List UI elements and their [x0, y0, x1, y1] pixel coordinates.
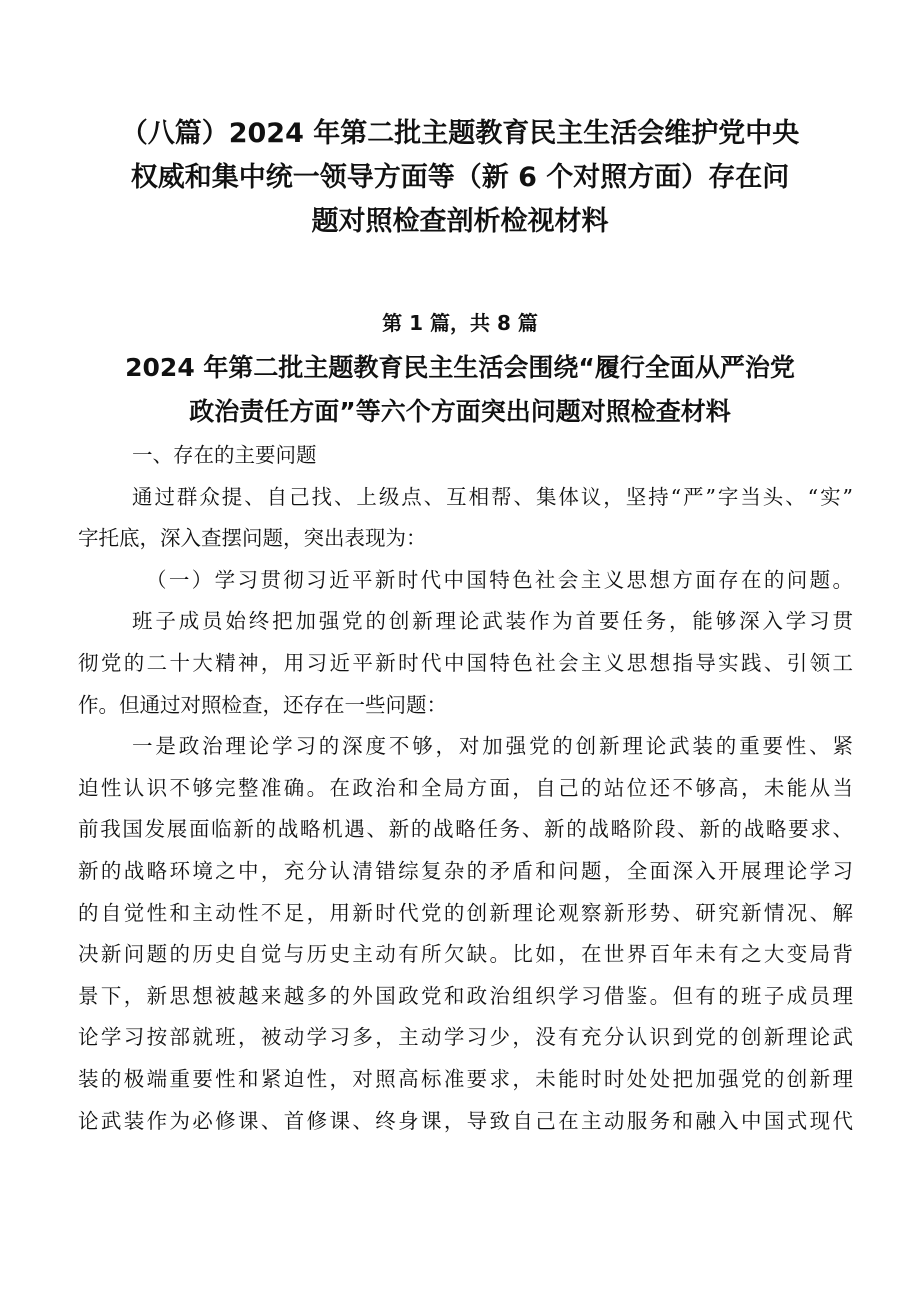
body-line: 论武装作为必修课、首修课、终身课，导致自己在主动服务和融入中国式现代	[78, 1108, 853, 1133]
body-line: 决新问题的历史自觉与历史主动有所欠缺。比如，在世界百年未有之大变局背	[78, 942, 853, 967]
subtitle-line-1: 2024 年第二批主题教育民主生活会围绕“履行全面从严治党	[125, 353, 795, 382]
body-line: 迫性认识不够完整准确。在政治和全局方面，自己的站位还不够高，未能从当	[78, 775, 853, 800]
body-line: 一是政治理论学习的深度不够，对加强党的创新理论武装的重要性、紧	[132, 734, 853, 759]
body-line: 通过群众提、自己找、上级点、互相帮、集体议，坚持“严”字当头、“实”	[132, 484, 853, 509]
title-line-1: （八篇）2024 年第二批主题教育民主生活会维护党中央	[120, 118, 800, 149]
document-body	[78, 435, 853, 1142]
body-line: 新的战略环境之中，充分认清错综复杂的矛盾和问题，全面深入开展理论学习	[78, 858, 853, 883]
section-title	[70, 346, 850, 434]
body-line: 装的极端重要性和紧迫性，对照高标准要求，未能时时处处把加强党的创新理	[78, 1066, 853, 1091]
document-title	[90, 112, 830, 244]
body-line: 前我国发展面临新的战略机遇、新的战略任务、新的战略阶段、新的战略要求、	[78, 817, 853, 842]
subtitle-line-2: 政治责任方面”等六个方面突出问题对照检查材料	[189, 397, 731, 426]
body-line: 论学习按部就班，被动学习多，主动学习少，没有充分认识到党的创新理论武	[78, 1025, 853, 1050]
title-line-2: 权威和集中统一领导方面等（新 6 个对照方面）存在问	[130, 162, 790, 193]
body-line: 景下，新思想被越来越多的外国政党和政治组织学习借鉴。但有的班子成员理	[78, 983, 853, 1008]
heading-existing-problems: 一、存在的主要问题	[132, 443, 317, 467]
title-line-3: 题对照检查剖析检视材料	[311, 206, 609, 237]
part-label: 第 1 篇，共 8 篇	[382, 311, 538, 335]
subheading-study: （一）学习贯彻习近平新时代中国特色社会主义思想方面存在的问题。	[146, 567, 853, 592]
body-line: 字托底，深入查摆问题，突出表现为：	[78, 526, 427, 551]
body-line: 彻党的二十大精神，用习近平新时代中国特色社会主义思想指导实践、引领工	[78, 650, 853, 675]
body-line: 班子成员始终把加强党的创新理论武装作为首要任务，能够深入学习贯	[132, 609, 853, 634]
body-line: 的自觉性和主动性不足，用新时代党的创新理论观察新形势、研究新情况、解	[78, 900, 853, 925]
body-line: 作。但通过对照检查，还存在一些问题：	[78, 692, 447, 717]
